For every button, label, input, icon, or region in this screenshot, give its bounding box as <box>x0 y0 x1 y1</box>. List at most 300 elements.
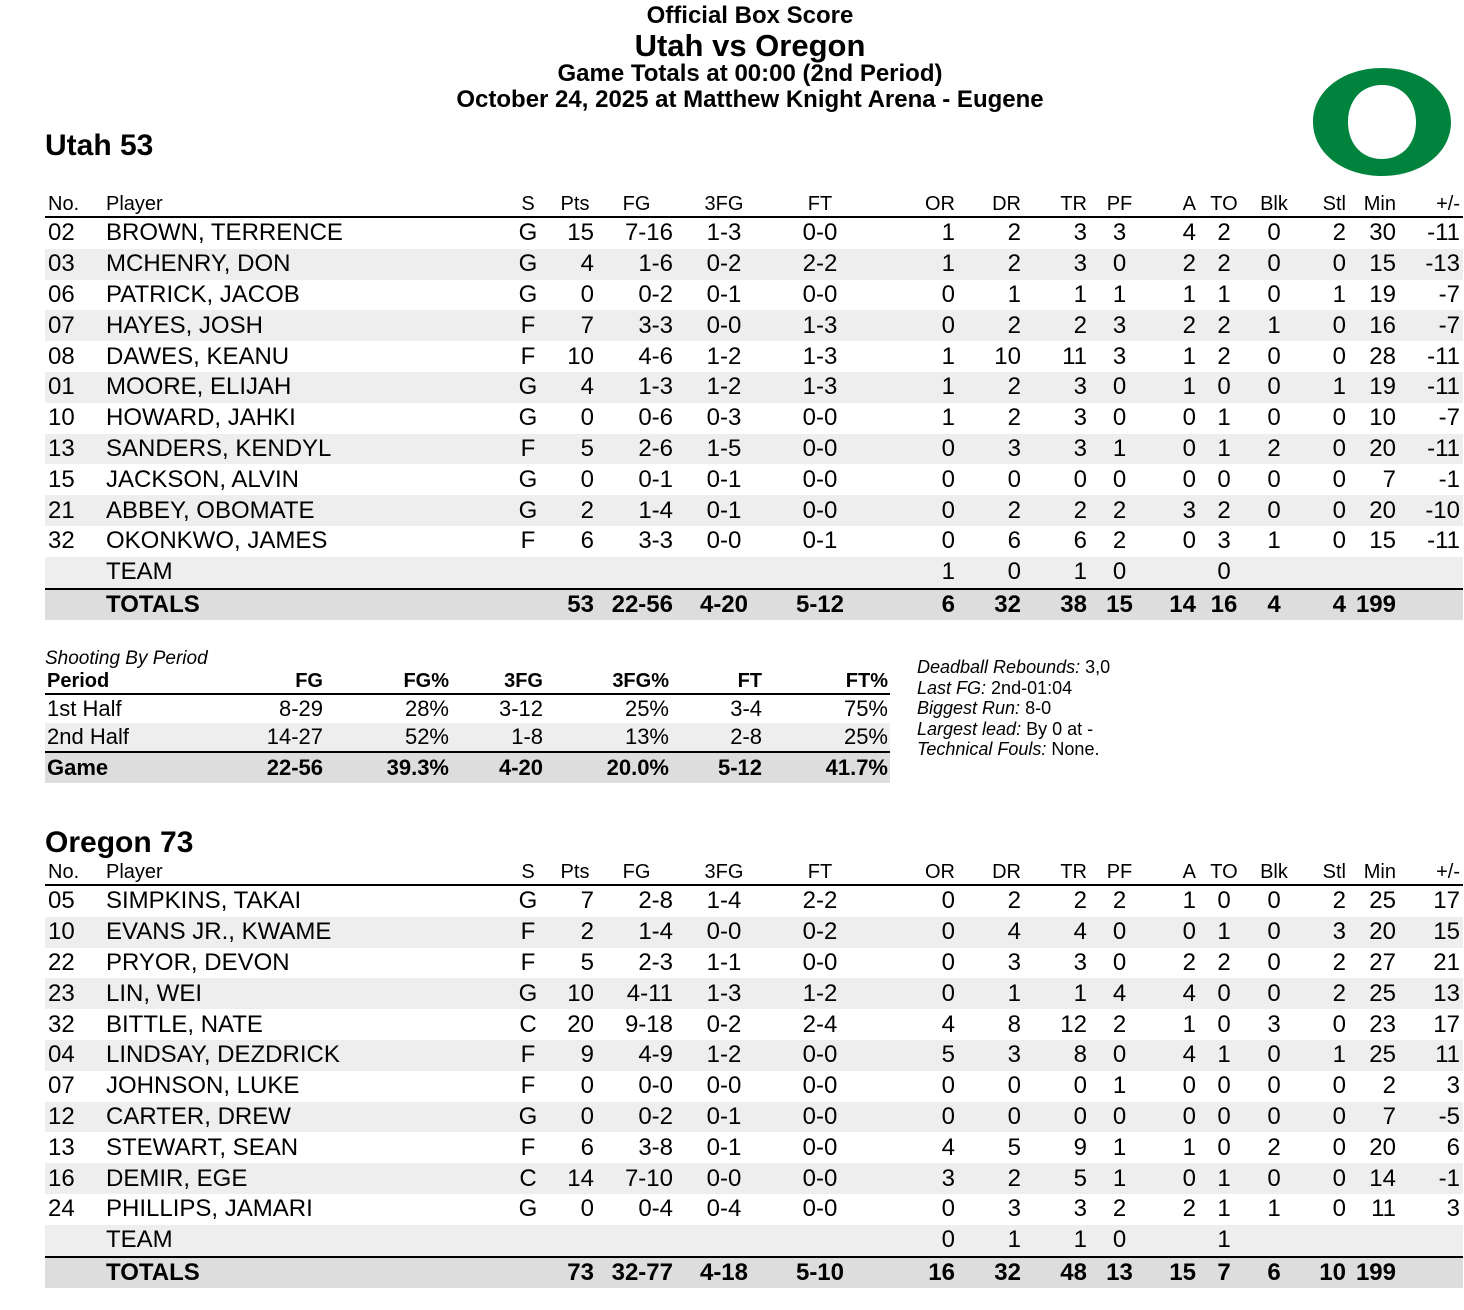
cell-fg: 0-0 <box>638 1072 673 1100</box>
total-tot-reb: 38 <box>1024 589 1090 620</box>
cell-player: JOHNSON, LUKE <box>106 1072 300 1100</box>
cell-player: OKONKWO, JAMES <box>106 527 328 555</box>
player-row <box>45 403 1463 434</box>
cell-plus-minus: -5 <box>1399 1102 1463 1133</box>
cell-plus-minus: -11 <box>1427 342 1460 370</box>
cell-off-reb: 1 <box>941 342 955 370</box>
cell-ft: 0-0 <box>802 219 838 247</box>
total-tot-reb: 48 <box>1024 1257 1090 1288</box>
cell-def-reb: 2 <box>958 495 1024 526</box>
cell-starter: G <box>518 1195 538 1223</box>
cell-number: 22 <box>48 948 75 976</box>
total-turnovers: 16 <box>1199 589 1249 620</box>
cell-ft: 0-0 <box>772 1102 868 1133</box>
cell-assists <box>1149 557 1199 589</box>
cell-points: 0 <box>580 280 594 308</box>
shooting-cell-three-fg-pct: 25% <box>624 696 669 721</box>
shooting-header-ft-pct: FT% <box>764 670 890 694</box>
cell-number: 21 <box>45 495 103 526</box>
player-row <box>45 557 1463 589</box>
col-header-blocks: Blk <box>1249 190 1299 217</box>
cell-minutes: 25 <box>1349 978 1399 1009</box>
cell-minutes: 14 <box>1349 1163 1399 1194</box>
cell-off-reb: 0 <box>868 1102 958 1133</box>
cell-fg: 1-4 <box>597 495 676 526</box>
cell-starter: F <box>503 1040 553 1071</box>
cell-ft: 0-0 <box>772 1163 868 1194</box>
cell-fouls: 2 <box>1112 887 1127 915</box>
cell-minutes: 20 <box>1349 917 1399 948</box>
cell-number: 15 <box>48 465 75 493</box>
cell-fouls: 3 <box>1112 342 1127 370</box>
cell-blocks: 0 <box>1249 1102 1299 1133</box>
cell-steals <box>1299 1225 1349 1257</box>
col-header-fouls: PF <box>1090 858 1149 885</box>
cell-three-fg: 0-1 <box>706 465 742 493</box>
cell-turnovers: 1 <box>1217 404 1231 432</box>
cell-three-fg: 0-0 <box>676 1163 772 1194</box>
cell-def-reb: 3 <box>958 1040 1024 1071</box>
cell-def-reb: 6 <box>1007 527 1021 555</box>
cell-number: 32 <box>48 527 75 555</box>
col-header-tot-reb: TR <box>1024 190 1090 217</box>
cell-turnovers: 0 <box>1217 887 1231 915</box>
cell-fouls: 0 <box>1090 917 1149 948</box>
cell-number: 12 <box>45 1102 103 1133</box>
cell-fg: 4-6 <box>638 342 673 370</box>
cell-blocks: 0 <box>1249 1163 1299 1194</box>
cell-fg: 2-6 <box>597 434 676 465</box>
cell-steals: 0 <box>1332 1195 1346 1223</box>
cell-plus-minus: -7 <box>1438 404 1460 432</box>
cell-three-fg: 1-3 <box>706 219 742 247</box>
cell-tot-reb: 1 <box>1073 280 1087 308</box>
cell-points: 9 <box>553 1040 597 1071</box>
cell-blocks: 0 <box>1267 342 1281 370</box>
cell-turnovers: 2 <box>1217 219 1231 247</box>
game-notes <box>917 657 1110 760</box>
cell-minutes: 19 <box>1369 280 1396 308</box>
game-totals-subtitle: Game Totals at 00:00 (2nd Period) <box>557 60 943 87</box>
cell-off-reb: 0 <box>868 310 958 341</box>
cell-number: 13 <box>48 1133 75 1161</box>
cell-three-fg: 0-0 <box>706 527 742 555</box>
cell-minutes: 10 <box>1369 404 1396 432</box>
cell-tot-reb: 8 <box>1024 1040 1090 1071</box>
total-plus-minus <box>1399 589 1463 620</box>
player-row <box>45 249 1463 280</box>
cell-fouls: 1 <box>1090 434 1149 465</box>
player-row <box>45 1194 1463 1225</box>
cell-assists: 1 <box>1149 372 1199 403</box>
cell-tot-reb: 2 <box>1024 495 1090 526</box>
note-line <box>917 739 1110 760</box>
note-value: 2nd-01:04 <box>991 677 1073 698</box>
cell-blocks: 1 <box>1267 527 1281 555</box>
cell-fg: 0-1 <box>638 465 673 493</box>
cell-assists: 0 <box>1182 527 1196 555</box>
cell-off-reb: 4 <box>941 1133 955 1161</box>
cell-plus-minus: 17 <box>1433 887 1460 915</box>
shooting-caption: Shooting By Period <box>45 648 208 669</box>
cell-plus-minus: -1 <box>1399 1163 1463 1194</box>
cell-fouls: 2 <box>1112 1195 1127 1223</box>
cell-points: 6 <box>580 1133 594 1161</box>
cell-assists: 4 <box>1149 1040 1199 1071</box>
cell-blocks: 1 <box>1267 1195 1281 1223</box>
cell-blocks: 0 <box>1267 280 1281 308</box>
cell-three-fg: 1-2 <box>676 1040 772 1071</box>
cell-player: LINDSAY, DEZDRICK <box>103 1040 503 1071</box>
cell-off-reb: 0 <box>868 434 958 465</box>
cell-number <box>45 1225 103 1257</box>
cell-off-reb: 4 <box>941 1010 955 1038</box>
cell-fg: 1-6 <box>597 249 676 280</box>
player-row <box>45 464 1463 495</box>
cell-minutes: 25 <box>1369 887 1396 915</box>
shooting-header-row <box>45 670 890 694</box>
cell-off-reb: 1 <box>868 249 958 280</box>
cell-points: 2 <box>553 495 597 526</box>
cell-player: STEWART, SEAN <box>106 1133 299 1161</box>
cell-steals: 0 <box>1299 1102 1349 1133</box>
cell-points: 7 <box>553 310 597 341</box>
total-off-reb: 16 <box>868 1257 958 1288</box>
cell-points: 5 <box>553 434 597 465</box>
col-header-steals: Stl <box>1299 190 1349 217</box>
cell-points: 6 <box>580 527 594 555</box>
cell-player: CARTER, DREW <box>103 1102 503 1133</box>
cell-player: LIN, WEI <box>103 978 503 1009</box>
shooting-game-three-fg-pct: 20.0% <box>545 752 671 783</box>
cell-minutes: 2 <box>1382 1072 1396 1100</box>
cell-points: 0 <box>580 1195 594 1223</box>
cell-plus-minus: -11 <box>1427 527 1460 555</box>
shooting-game-fg-pct: 39.3% <box>325 752 451 783</box>
cell-fouls: 1 <box>1112 1133 1127 1161</box>
total-ft: 5-12 <box>772 589 868 620</box>
cell-fg: 1-4 <box>597 917 676 948</box>
cell-turnovers: 1 <box>1199 1163 1249 1194</box>
note-value: 3,0 <box>1085 657 1111 677</box>
cell-points <box>553 557 597 589</box>
cell-plus-minus: -7 <box>1438 280 1460 308</box>
cell-plus-minus: 17 <box>1433 1010 1460 1038</box>
player-row <box>45 1163 1463 1194</box>
cell-turnovers: 1 <box>1199 1040 1249 1071</box>
col-header-ft: FT <box>772 858 868 885</box>
cell-turnovers: 0 <box>1199 372 1249 403</box>
utah-box-score-table <box>45 190 1463 620</box>
col-header-turnovers: TO <box>1199 190 1249 217</box>
cell-def-reb: 2 <box>1007 404 1021 432</box>
total-fg: 32-77 <box>597 1257 676 1288</box>
cell-points: 14 <box>553 1163 597 1194</box>
cell-minutes: 20 <box>1349 434 1399 465</box>
col-header-player: Player <box>103 190 503 217</box>
cell-three-fg: 1-4 <box>706 887 742 915</box>
cell-ft: 0-0 <box>772 1040 868 1071</box>
col-header-fouls: PF <box>1090 190 1149 217</box>
total-player: TOTALS <box>103 589 503 620</box>
cell-turnovers: 1 <box>1217 280 1231 308</box>
cell-fg: 2-8 <box>638 887 673 915</box>
cell-blocks: 0 <box>1249 249 1299 280</box>
cell-assists: 0 <box>1149 434 1199 465</box>
col-header-starter: S <box>503 858 553 885</box>
col-header-three-fg: 3FG <box>676 190 772 217</box>
cell-plus-minus: -13 <box>1399 249 1463 280</box>
col-header-starter: S <box>503 190 553 217</box>
cell-tot-reb: 3 <box>1073 219 1087 247</box>
shooting-header-fg: FG <box>205 670 325 694</box>
cell-off-reb: 0 <box>868 1225 958 1257</box>
cell-blocks: 0 <box>1249 495 1299 526</box>
cell-minutes: 28 <box>1369 342 1396 370</box>
cell-blocks: 3 <box>1267 1010 1281 1038</box>
cell-assists: 0 <box>1182 404 1196 432</box>
cell-player: SANDERS, KENDYL <box>103 434 503 465</box>
cell-minutes: 7 <box>1349 1102 1399 1133</box>
utah-player-rows <box>45 217 1463 589</box>
cell-off-reb: 0 <box>941 465 955 493</box>
shooting-game-ft-pct: 41.7% <box>764 752 890 783</box>
col-header-assists: A <box>1149 858 1199 885</box>
cell-plus-minus: -7 <box>1399 310 1463 341</box>
cell-def-reb: 2 <box>958 1163 1024 1194</box>
cell-points: 10 <box>553 978 597 1009</box>
shooting-cell-ft: 2-8 <box>671 723 764 752</box>
cell-def-reb: 8 <box>1007 1010 1021 1038</box>
cell-starter: F <box>520 948 536 976</box>
cell-number: 05 <box>48 887 75 915</box>
cell-turnovers: 1 <box>1199 434 1249 465</box>
cell-fg: 4-11 <box>597 978 676 1009</box>
cell-starter: F <box>503 310 553 341</box>
cell-assists: 4 <box>1149 978 1199 1009</box>
cell-starter <box>503 557 553 589</box>
utah-header-row <box>45 190 1463 217</box>
cell-player: HOWARD, JAHKI <box>106 404 296 432</box>
player-row <box>45 217 1463 249</box>
cell-steals: 0 <box>1332 1072 1346 1100</box>
col-header-def-reb: DR <box>958 858 1024 885</box>
cell-tot-reb: 11 <box>1062 342 1087 370</box>
cell-off-reb: 0 <box>941 1195 955 1223</box>
cell-player: MCHENRY, DON <box>103 249 503 280</box>
cell-fg: 3-8 <box>638 1133 673 1161</box>
cell-fouls: 0 <box>1090 1102 1149 1133</box>
cell-number: 07 <box>48 1072 75 1100</box>
cell-def-reb: 0 <box>958 557 1024 589</box>
cell-turnovers: 0 <box>1199 978 1249 1009</box>
note-line <box>917 698 1110 719</box>
cell-points: 10 <box>567 342 594 370</box>
cell-tot-reb: 12 <box>1060 1010 1087 1038</box>
cell-steals: 2 <box>1332 219 1346 247</box>
shooting-period-rows <box>45 694 890 752</box>
note-label: Biggest Run: <box>917 698 1021 718</box>
cell-number: 04 <box>45 1040 103 1071</box>
shooting-game-row <box>45 752 890 783</box>
shooting-by-period-table <box>45 648 890 783</box>
cell-player: PRYOR, DEVON <box>106 948 290 976</box>
cell-steals: 2 <box>1299 978 1349 1009</box>
cell-ft: 2-4 <box>802 1010 838 1038</box>
cell-starter: F <box>503 434 553 465</box>
cell-player: JACKSON, ALVIN <box>106 465 299 493</box>
cell-off-reb: 0 <box>941 280 955 308</box>
cell-fouls: 2 <box>1112 1010 1127 1038</box>
col-header-off-reb: OR <box>868 190 958 217</box>
cell-blocks: 1 <box>1249 310 1299 341</box>
cell-fouls: 3 <box>1090 310 1149 341</box>
total-fouls: 15 <box>1090 589 1149 620</box>
cell-minutes: 25 <box>1349 1040 1399 1071</box>
cell-player: DEMIR, EGE <box>103 1163 503 1194</box>
cell-turnovers: 0 <box>1217 1072 1231 1100</box>
cell-number: 06 <box>48 280 75 308</box>
player-row <box>45 885 1463 917</box>
cell-blocks <box>1249 557 1299 589</box>
cell-minutes: 11 <box>1371 1195 1396 1223</box>
col-header-blocks: Blk <box>1249 858 1299 885</box>
cell-player: DAWES, KEANU <box>106 342 290 370</box>
cell-fouls: 0 <box>1090 557 1149 589</box>
date-venue-subtitle: October 24, 2025 at Matthew Knight Arena - Eugene <box>456 86 1044 113</box>
shooting-header-ft: FT <box>671 670 764 694</box>
cell-three-fg: 0-2 <box>676 249 772 280</box>
cell-points: 7 <box>580 887 594 915</box>
shooting-header-three-fg: 3FG <box>451 670 545 694</box>
cell-minutes: 30 <box>1369 219 1396 247</box>
cell-plus-minus <box>1399 1225 1463 1257</box>
cell-tot-reb: 0 <box>1073 465 1087 493</box>
cell-three-fg: 0-1 <box>676 1102 772 1133</box>
cell-three-fg: 0-0 <box>676 917 772 948</box>
note-label: Last FG: <box>917 677 987 698</box>
cell-steals: 0 <box>1332 527 1346 555</box>
cell-assists: 2 <box>1149 249 1199 280</box>
cell-fg: 9-18 <box>624 1010 673 1038</box>
cell-assists: 1 <box>1182 1010 1196 1038</box>
cell-assists: 0 <box>1149 917 1199 948</box>
total-fouls: 13 <box>1090 1257 1149 1288</box>
cell-blocks: 0 <box>1249 1040 1299 1071</box>
cell-fouls: 1 <box>1112 280 1127 308</box>
cell-turnovers: 2 <box>1199 310 1249 341</box>
shooting-cell-fg-pct: 28% <box>404 696 449 721</box>
cell-three-fg: 1-1 <box>706 948 742 976</box>
cell-points: 2 <box>553 917 597 948</box>
cell-number: 01 <box>45 372 103 403</box>
cell-tot-reb: 9 <box>1073 1133 1087 1161</box>
cell-fg: 1-3 <box>597 372 676 403</box>
utah-totals-row <box>45 589 1463 620</box>
cell-steals: 1 <box>1299 372 1349 403</box>
cell-blocks <box>1249 1225 1299 1257</box>
cell-plus-minus: -11 <box>1399 434 1463 465</box>
cell-ft <box>772 1225 868 1257</box>
cell-ft: 0-0 <box>802 465 838 493</box>
col-header-three-fg: 3FG <box>676 858 772 885</box>
cell-ft: 1-3 <box>772 372 868 403</box>
cell-fouls: 0 <box>1112 948 1127 976</box>
cell-def-reb: 0 <box>1007 1072 1021 1100</box>
cell-fg: 0-4 <box>638 1195 673 1223</box>
cell-number: 07 <box>45 310 103 341</box>
shooting-cell-fg: 14-27 <box>205 723 325 752</box>
cell-tot-reb: 5 <box>1024 1163 1090 1194</box>
cell-off-reb: 1 <box>941 219 955 247</box>
cell-starter: G <box>503 978 553 1009</box>
cell-starter: F <box>520 1072 536 1100</box>
cell-blocks: 0 <box>1249 978 1299 1009</box>
col-header-turnovers: TO <box>1199 858 1249 885</box>
note-line <box>917 657 1110 678</box>
shooting-cell-fg-pct: 52% <box>325 723 451 752</box>
cell-points: 0 <box>580 1072 594 1100</box>
player-row <box>45 948 1463 979</box>
cell-fg: 0-2 <box>597 1102 676 1133</box>
cell-plus-minus: 21 <box>1433 948 1460 976</box>
cell-def-reb: 3 <box>1007 948 1021 976</box>
cell-tot-reb: 3 <box>1073 948 1087 976</box>
cell-off-reb: 0 <box>868 978 958 1009</box>
total-blocks: 6 <box>1249 1257 1299 1288</box>
cell-ft: 0-2 <box>772 917 868 948</box>
cell-player: PATRICK, JACOB <box>106 280 300 308</box>
cell-plus-minus: 3 <box>1446 1195 1460 1223</box>
cell-ft: 0-0 <box>772 434 868 465</box>
shooting-header-fg-pct: FG% <box>325 670 451 694</box>
cell-steals: 0 <box>1332 342 1346 370</box>
oregon-player-rows <box>45 885 1463 1257</box>
cell-starter: G <box>503 249 553 280</box>
shooting-game-fg: 22-56 <box>205 752 325 783</box>
cell-def-reb: 2 <box>958 249 1024 280</box>
player-row <box>45 1132 1463 1163</box>
cell-off-reb: 0 <box>868 495 958 526</box>
cell-ft: 0-0 <box>772 495 868 526</box>
shooting-game-ft: 5-12 <box>671 752 764 783</box>
cell-three-fg: 0-1 <box>676 495 772 526</box>
shooting-game-period: Game <box>45 752 205 783</box>
player-row <box>45 372 1463 403</box>
shooting-cell-ft-pct: 75% <box>843 696 888 721</box>
cell-player: BITTLE, NATE <box>106 1010 263 1038</box>
cell-fg: 0-2 <box>638 280 673 308</box>
cell-fg: 0-6 <box>638 404 673 432</box>
cell-starter: F <box>520 1133 536 1161</box>
cell-turnovers: 0 <box>1217 465 1231 493</box>
cell-blocks: 0 <box>1249 372 1299 403</box>
cell-assists: 0 <box>1149 1102 1199 1133</box>
cell-points: 0 <box>553 1102 597 1133</box>
cell-off-reb: 5 <box>868 1040 958 1071</box>
cell-fouls: 3 <box>1112 219 1127 247</box>
cell-turnovers: 1 <box>1199 1225 1249 1257</box>
cell-turnovers: 1 <box>1199 917 1249 948</box>
cell-tot-reb: 4 <box>1024 917 1090 948</box>
cell-assists: 0 <box>1182 1072 1196 1100</box>
cell-off-reb: 1 <box>868 372 958 403</box>
cell-steals: 0 <box>1332 465 1346 493</box>
cell-minutes: 7 <box>1382 465 1396 493</box>
cell-player: TEAM <box>103 557 503 589</box>
cell-blocks: 0 <box>1249 917 1299 948</box>
col-header-plus-minus: +/- <box>1399 190 1463 217</box>
